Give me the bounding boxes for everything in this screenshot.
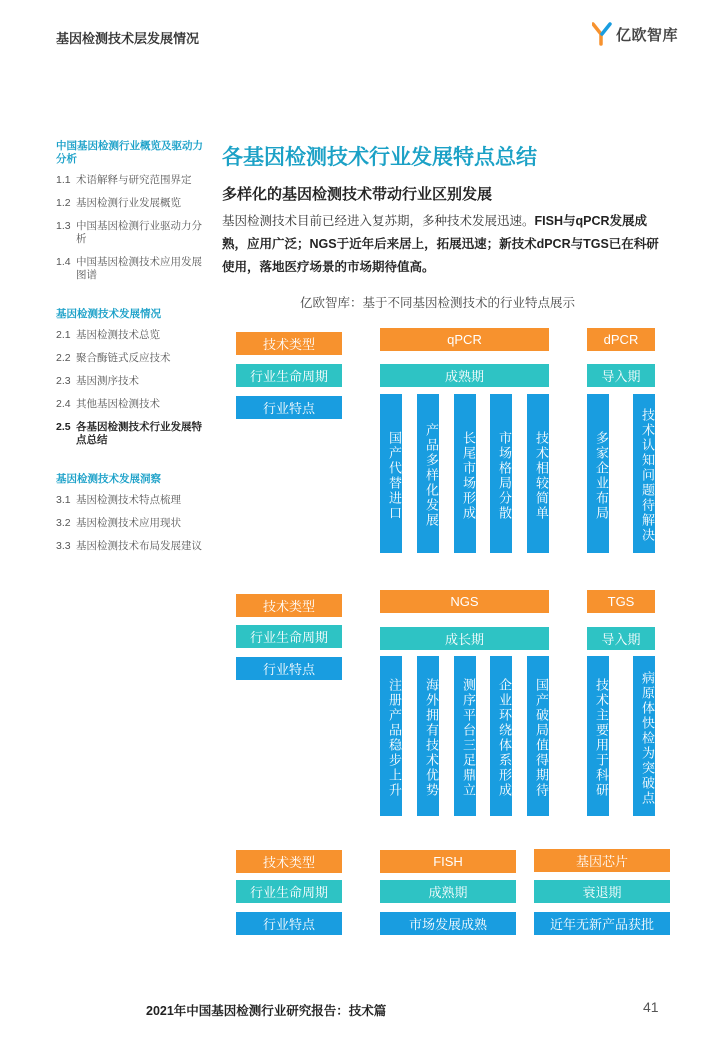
trait-dpcr: 技术认知问题待解决: [633, 394, 655, 553]
trait-qpcr: 产品多样化发展: [417, 394, 439, 553]
toc-item: 3.2 基因检测技术应用现状: [56, 517, 181, 529]
trait-tgs: 病原体快检为突破点: [633, 656, 655, 816]
row-label-traits: 行业特点: [236, 912, 342, 935]
logo-icon: [592, 22, 612, 46]
logo: [592, 22, 678, 46]
toc-section-1: [56, 140, 206, 282]
row-label-traits: 行业特点: [236, 396, 342, 419]
toc-item: 2.2 聚合酶链式反应技术: [56, 352, 171, 364]
trait-fish: 市场发展成熟: [380, 912, 516, 935]
toc-item: 2.1 基因检测技术总览: [56, 329, 160, 341]
trait-tgs: 技术主要用于科研: [587, 656, 609, 816]
trait-ngs: 国产破局值得期待: [527, 656, 549, 816]
toc-item-active: 2.5 各基因检测技术行业发展特点总结: [56, 421, 202, 446]
header-title: 基因检测技术层发展情况: [56, 31, 200, 46]
toc-section-2: [56, 308, 206, 447]
stage-chip: 衰退期: [534, 880, 670, 903]
figure-caption: 亿欧智库：基于不同基因检测技术的行业特点展示: [300, 296, 576, 310]
footer-text: 2021年中国基因检测行业研究报告：技术篇: [146, 1004, 387, 1018]
toc-heading: 基因检测技术发展洞察: [56, 473, 161, 485]
trait-dpcr: 多家企业布局: [587, 394, 609, 553]
tech-dpcr: dPCR: [587, 328, 655, 351]
trait-ngs: 企业环绕体系形成: [490, 656, 512, 816]
stage-tgs: 导入期: [587, 627, 655, 650]
tech-fish: FISH: [380, 850, 516, 873]
stage-qpcr: 成熟期: [380, 364, 549, 387]
trait-qpcr: 市场格局分散: [490, 394, 512, 553]
stage-fish: 成熟期: [380, 880, 516, 903]
trait-ngs: 海外拥有技术优势: [417, 656, 439, 816]
row-label-type: 技术类型: [236, 850, 342, 873]
subtitle: 多样化的基因检测技术带动行业区别发展: [222, 186, 493, 203]
tech-qpcr: qPCR: [380, 328, 549, 351]
toc-item: 1.1 术语解释与研究范围界定: [56, 174, 192, 186]
intro-paragraph: 基因检测技术目前已经进入复苏期，多种技术发展迅速。FISH与qPCR发展成熟，应用广泛；NGS于近年后来居上，拓展迅速；新技术dPCR与TGS已在科研使用，落地医疗场景的市场期待值高。: [222, 214, 659, 274]
row-label-traits: 行业特点: [236, 657, 342, 680]
trait-qpcr: 技术相较简单: [527, 394, 549, 553]
toc-heading: 基因检测技术发展情况: [56, 308, 161, 320]
toc-item: 2.3 基因测序技术: [56, 375, 139, 387]
toc-item: 2.4 其他基因检测技术: [56, 398, 160, 410]
row-label-lifecycle: 行业生命周期: [236, 625, 342, 648]
tech-tgs: TGS: [587, 590, 655, 613]
tech-chip: 基因芯片: [534, 849, 670, 872]
toc-item: 3.1 基因检测技术特点梳理: [56, 494, 181, 506]
table-of-contents: [56, 140, 206, 579]
trait-ngs: 注册产品稳步上升: [380, 656, 402, 816]
row-label-lifecycle: 行业生命周期: [236, 364, 342, 387]
toc-item: 1.4 中国基因检测技术应用发展图谱: [56, 256, 202, 281]
page-title: 各基因检测技术行业发展特点总结: [222, 146, 537, 169]
toc-item: 1.2 基因检测行业发展概览: [56, 197, 181, 209]
row-label-type: 技术类型: [236, 332, 342, 355]
logo-text: 亿欧智库: [616, 26, 679, 44]
stage-dpcr: 导入期: [587, 364, 655, 387]
row-label-lifecycle: 行业生命周期: [236, 880, 342, 903]
trait-ngs: 测序平台三足鼎立: [454, 656, 476, 816]
tech-ngs: NGS: [380, 590, 549, 613]
row-label-type: 技术类型: [236, 594, 342, 617]
trait-chip: 近年无新产品获批: [534, 912, 670, 935]
toc-section-3: [56, 473, 206, 553]
trait-qpcr: 长尾市场形成: [454, 394, 476, 553]
toc-heading: 中国基因检测行业概览及驱动力分析: [56, 140, 203, 165]
page-number: 41: [643, 999, 659, 1015]
trait-qpcr: 国产代替进口: [380, 394, 402, 553]
toc-item: 1.3 中国基因检测行业驱动力分析: [56, 220, 202, 245]
stage-ngs: 成长期: [380, 627, 549, 650]
toc-item: 3.3 基因检测技术布局发展建议: [56, 540, 202, 552]
